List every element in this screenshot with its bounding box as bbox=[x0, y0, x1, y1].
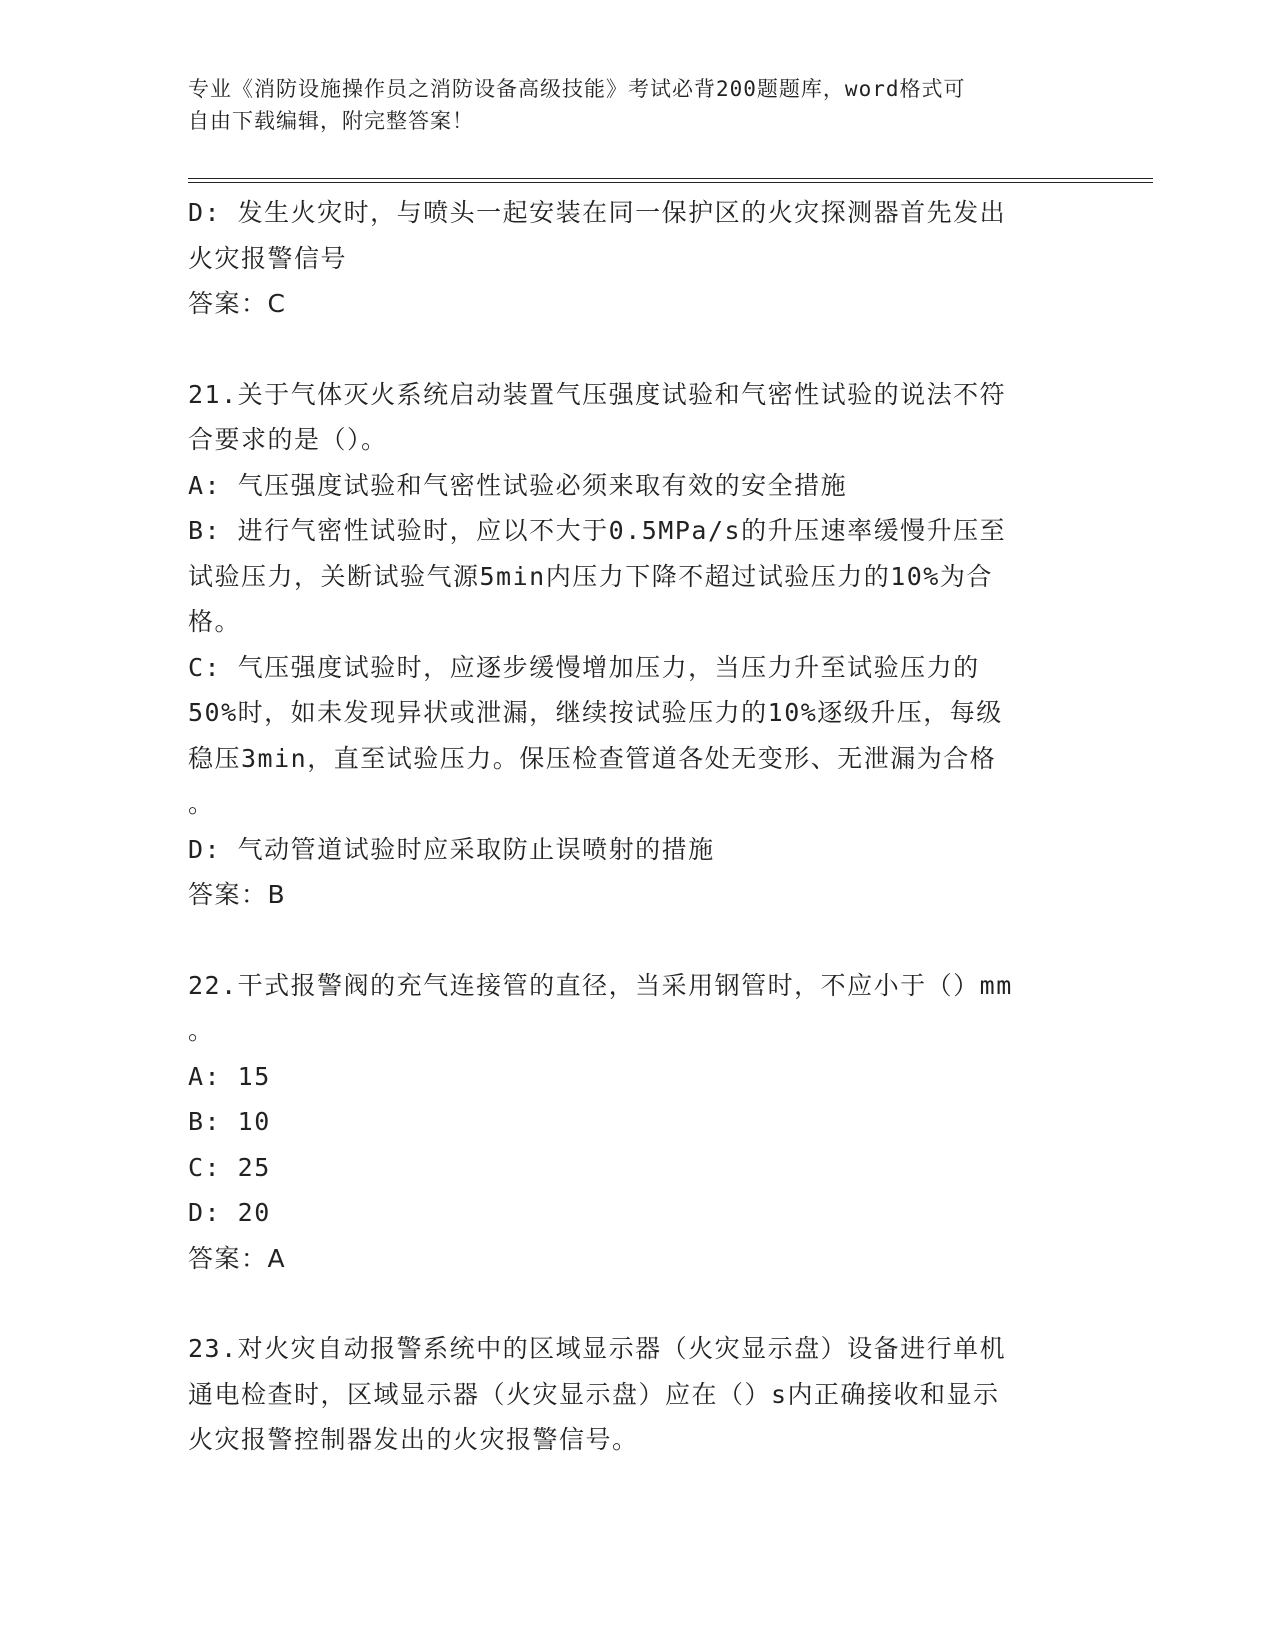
question-22 bbox=[188, 963, 1078, 1282]
option-b-line-1: B: 进行气密性试验时，应以不大于0.5MPa/s的升压速率缓慢升压至 bbox=[188, 516, 1007, 545]
question-23 bbox=[188, 1326, 1078, 1463]
option-c-line-4: 。 bbox=[188, 789, 215, 818]
header-divider-bottom bbox=[188, 182, 1153, 183]
question-stem-line-3: 火灾报警控制器发出的火灾报警信号。 bbox=[188, 1425, 639, 1454]
option-d-line-2: 火灾报警信号 bbox=[188, 243, 348, 273]
option-c-line-2: 50%时，如未发现异状或泄漏，继续按试验压力的10%逐级升压，每级 bbox=[188, 698, 1003, 727]
question-stem-line-1: 22.干式报警阀的充气连接管的直径，当采用钢管时，不应小于（）mm bbox=[188, 970, 1013, 1000]
question-stem-line-1: 23.对火灾自动报警系统中的区域显示器（火灾显示盘）设备进行单机 bbox=[188, 1334, 1007, 1363]
option-c-line-1: C: 气压强度试验时，应逐步缓慢增加压力，当压力升至试验压力的 bbox=[188, 652, 980, 682]
question-stem-line-2: 通电检查时，区域显示器（火灾显示盘）应在（）s内正确接收和显示 bbox=[188, 1379, 1000, 1409]
header-divider-top bbox=[188, 178, 1153, 179]
option-b-line-2: 试验压力，关断试验气源5min内压力下降不超过试验压力的10%为合 bbox=[188, 561, 993, 591]
option-d: D: 20 bbox=[188, 1198, 271, 1227]
header-line-1: 专业《消防设施操作员之消防设备高级技能》考试必背200题题库，word格式可 bbox=[188, 77, 966, 101]
question-21 bbox=[188, 372, 1078, 918]
option-a: A: 15 bbox=[188, 1061, 271, 1091]
answer: 答案：B bbox=[188, 880, 287, 909]
document-body bbox=[188, 190, 1078, 1463]
answer: 答案：C bbox=[188, 289, 287, 318]
document-header bbox=[188, 73, 1068, 137]
option-b: B: 10 bbox=[188, 1107, 271, 1136]
question-stem-line-2: 。 bbox=[188, 1016, 215, 1045]
spacer bbox=[188, 1281, 1078, 1326]
question-stem-line-2: 合要求的是（）。 bbox=[188, 425, 388, 454]
option-d: D: 气动管道试验时应采取防止误喷射的措施 bbox=[188, 834, 715, 864]
option-a: A: 气压强度试验和气密性试验必须来取有效的安全措施 bbox=[188, 470, 848, 500]
option-b-line-3: 格。 bbox=[188, 607, 242, 636]
header-line-2: 自由下载编辑，附完整答案！ bbox=[188, 109, 474, 133]
option-c-line-3: 稳压3min，直至试验压力。保压检查管道各处无变形、无泄漏为合格 bbox=[188, 743, 997, 773]
spacer bbox=[188, 918, 1078, 963]
option-c: C: 25 bbox=[188, 1152, 271, 1182]
answer: 答案：A bbox=[188, 1243, 287, 1273]
spacer bbox=[188, 327, 1078, 372]
option-d-line-1: D: 发生火灾时，与喷头一起安装在同一保护区的火灾探测器首先发出 bbox=[188, 198, 1007, 227]
question-20 bbox=[188, 190, 1078, 327]
question-stem-line-1: 21.关于气体灭火系统启动装置气压强度试验和气密性试验的说法不符 bbox=[188, 379, 1007, 409]
